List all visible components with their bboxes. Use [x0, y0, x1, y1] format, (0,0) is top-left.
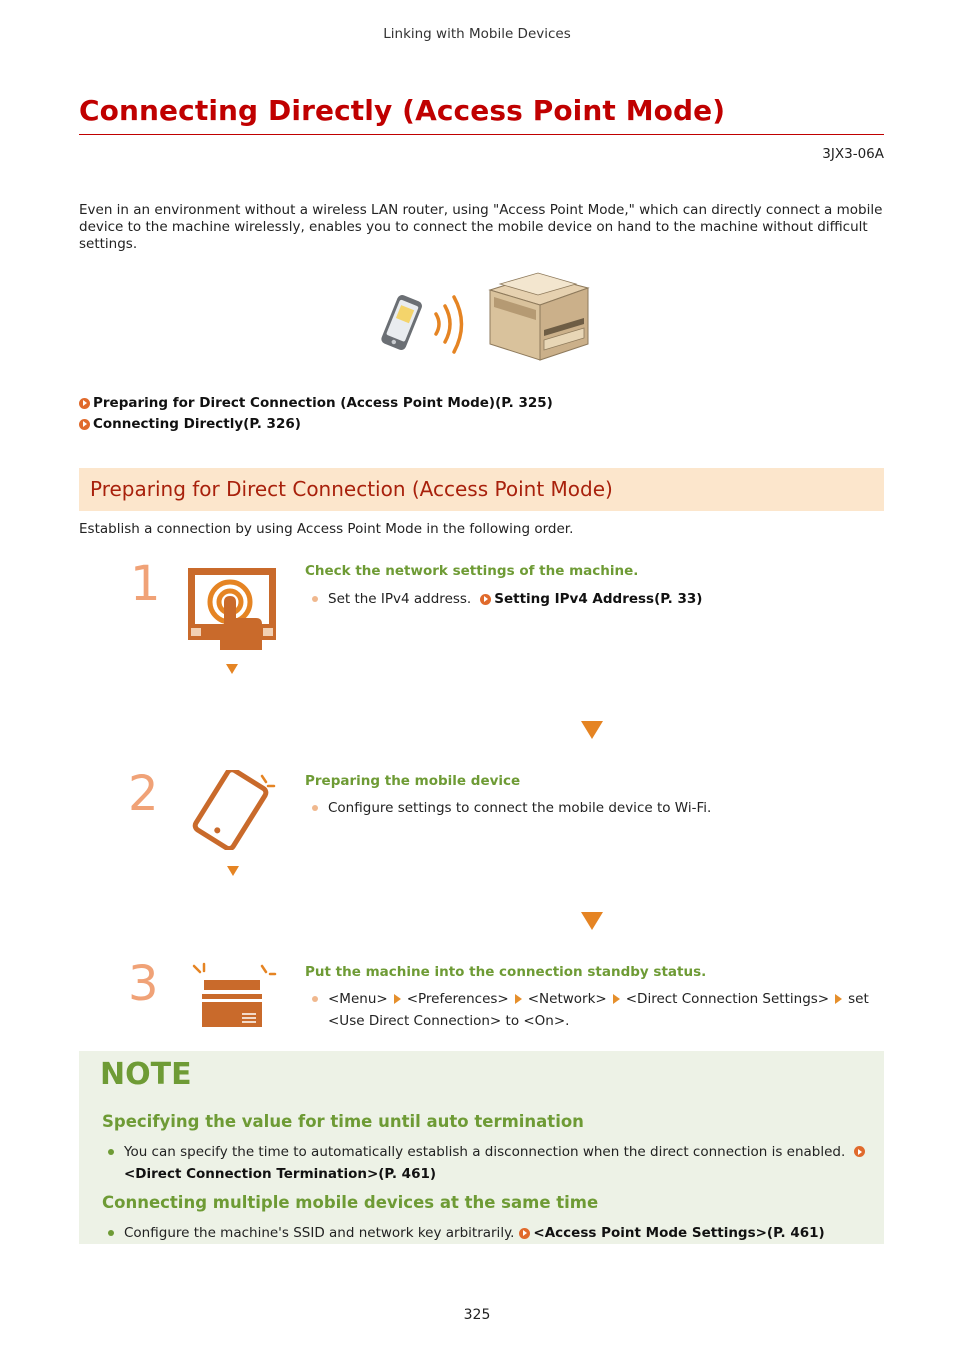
section-lead-text: Establish a connection by using Access Point Mode in the following order.	[79, 521, 574, 537]
path-separator-icon	[515, 994, 522, 1004]
note-item-multiple-devices: Configure the machine's SSID and network key arbitrarily. <Access Point Mode Settings>(P. 461)	[108, 1222, 868, 1244]
document-id: 3JX3-06A	[822, 146, 884, 162]
step-2-title: Preparing the mobile device	[305, 773, 521, 789]
page-number: 325	[463, 1307, 491, 1323]
link-setting-ipv4[interactable]: Setting IPv4 Address(P. 33)	[480, 588, 702, 610]
bullet-dot	[108, 1230, 114, 1236]
step-3-title: Put the machine into the connection standby status.	[305, 964, 707, 980]
step-number-3: 3	[128, 956, 159, 1012]
note-heading-auto-termination: Specifying the value for time until auto termination	[102, 1112, 584, 1131]
machine-standby-icon	[186, 962, 278, 1032]
link-preparing-direct-connection[interactable]: Preparing for Direct Connection (Access Point Mode)(P. 325)	[79, 395, 553, 411]
step-3-bullet	[312, 988, 872, 1010]
link-arrow-icon	[519, 1228, 530, 1239]
tablet-icon	[186, 770, 278, 850]
running-header: Linking with Mobile Devices	[383, 26, 571, 42]
step-number-2: 2	[128, 766, 159, 822]
path-separator-icon	[394, 994, 401, 1004]
link-arrow-icon	[79, 419, 90, 430]
step-1-title: Check the network settings of the machine.	[305, 563, 639, 579]
step-2-bullet: Configure settings to connect the mobile device to Wi-Fi.	[312, 797, 711, 819]
touch-panel-icon	[186, 566, 278, 652]
menu-path: <Menu> <Preferences> <Network> <Direct Connection Settings> set	[328, 991, 869, 1007]
path-separator-icon	[835, 994, 842, 1004]
title-divider	[79, 134, 884, 135]
link-connecting-directly[interactable]: Connecting Directly(P. 326)	[79, 416, 301, 432]
step-3-bullet-line2: <Use Direct Connection> to <On>.	[328, 1013, 570, 1029]
section-title: Preparing for Direct Connection (Access Point Mode)	[90, 477, 613, 501]
step-down-arrow-icon	[227, 866, 239, 876]
step-down-arrow-icon	[226, 664, 238, 674]
intro-paragraph: Even in an environment without a wireless LAN router, using "Access Point Mode," which can directly connect a mobile device to the machine wirelessly, enables you to connect the mobile device on hand to the machine without difficult settings.	[79, 202, 883, 252]
bullet-dot	[312, 996, 318, 1002]
path-separator-icon	[613, 994, 620, 1004]
note-item-auto-termination: You can specify the time to automatically establish a disconnection when the direct connection is enabled. <Direct Connection Termination>(P. 461)	[108, 1141, 868, 1185]
bullet-dot	[108, 1149, 114, 1155]
link-direct-connection-termination[interactable]: <Direct Connection Termination>(P. 461)	[124, 1166, 437, 1182]
note-label: NOTE	[100, 1057, 192, 1092]
mobile-to-machine-illustration	[370, 272, 592, 364]
link-arrow-icon	[480, 594, 491, 605]
link-arrow-icon	[79, 398, 90, 409]
printer-machine-icon	[490, 273, 588, 360]
step-number-1: 1	[130, 556, 161, 612]
bullet-dot	[312, 596, 318, 602]
wireless-signal-icon	[436, 297, 462, 352]
flow-down-arrow-icon	[581, 721, 603, 739]
page-title: Connecting Directly (Access Point Mode)	[79, 94, 726, 127]
bullet-dot	[312, 805, 318, 811]
mobile-phone-icon	[380, 294, 424, 352]
link-arrow-icon	[854, 1146, 865, 1157]
link-access-point-mode-settings[interactable]: <Access Point Mode Settings>(P. 461)	[519, 1222, 824, 1244]
note-heading-multiple-devices: Connecting multiple mobile devices at the same time	[102, 1193, 599, 1212]
section-heading-bar	[79, 468, 884, 511]
flow-down-arrow-icon	[581, 912, 603, 930]
step-1-bullet: Set the IPv4 address. Setting IPv4 Address(P. 33)	[312, 588, 702, 610]
note-box	[79, 1051, 884, 1244]
